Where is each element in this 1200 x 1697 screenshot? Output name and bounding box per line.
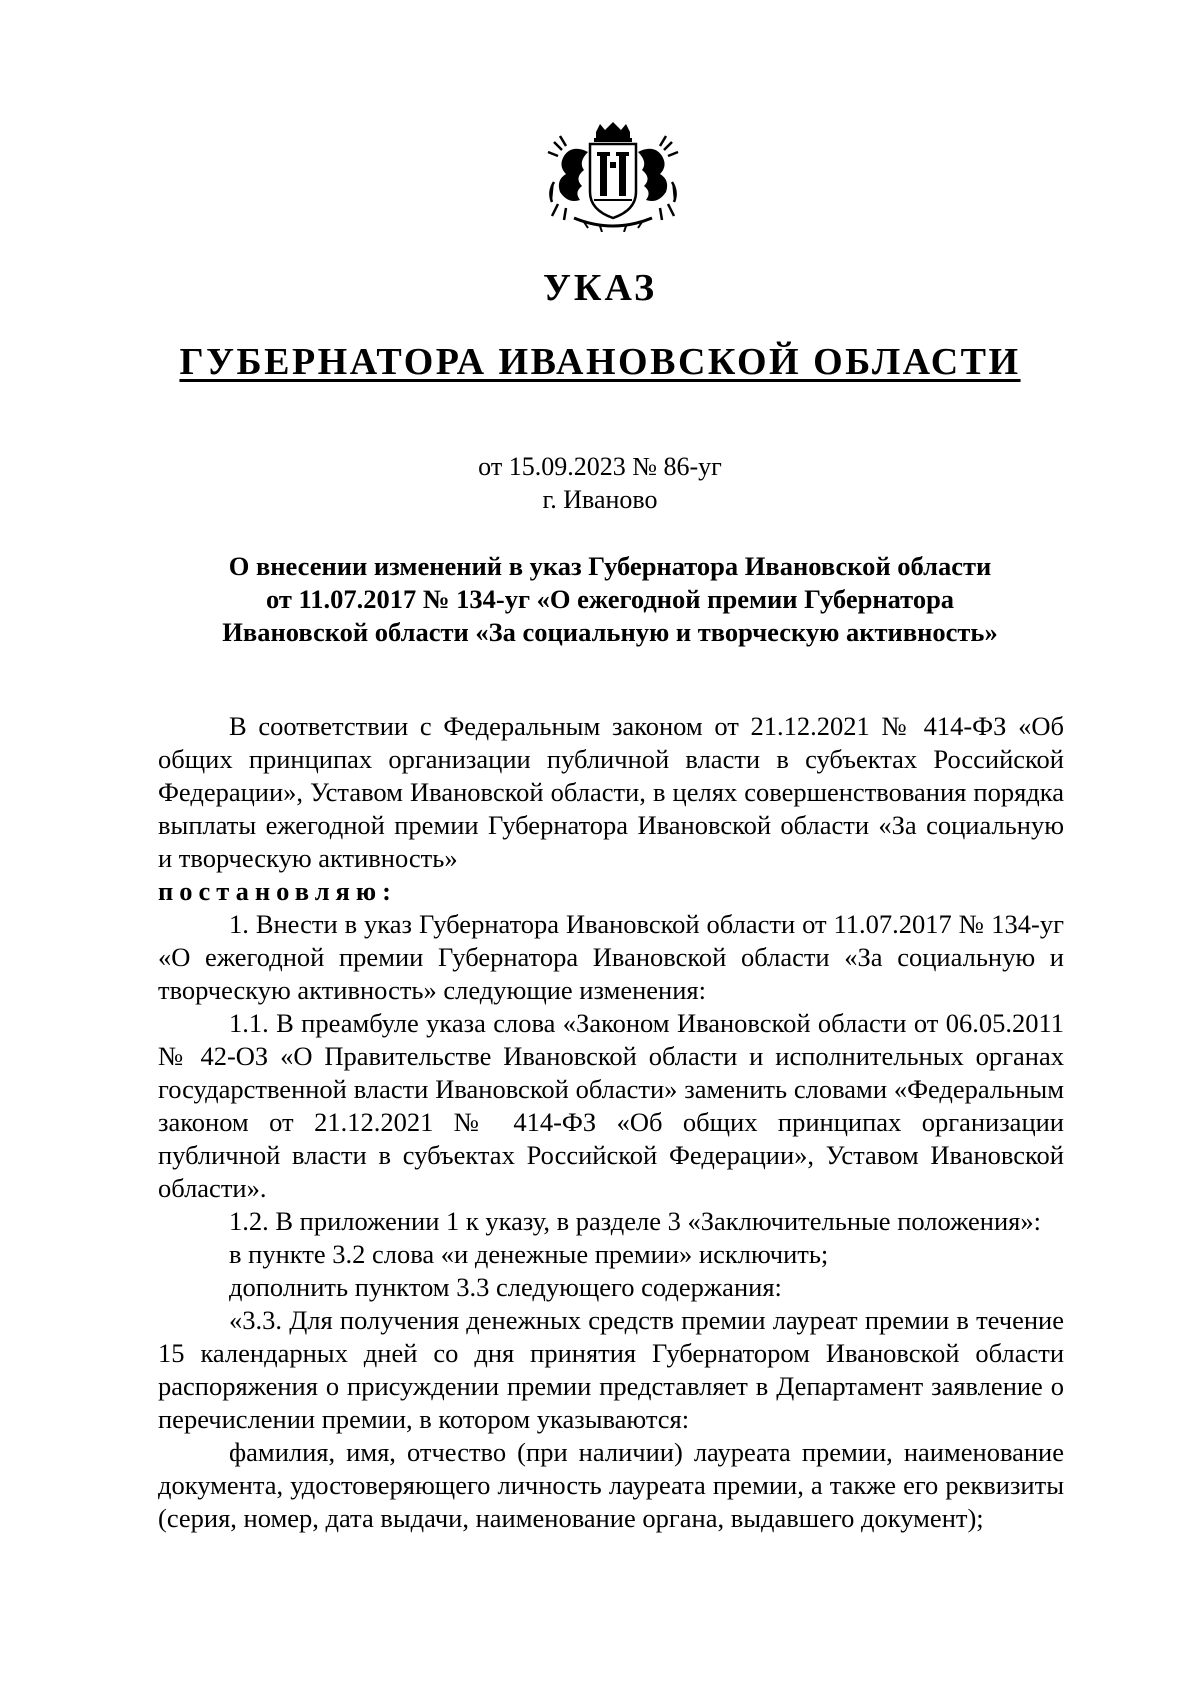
paragraph-1-2: 1.2. В приложении 1 к указу, в разделе 3 «Заключительные положения»: [229,1206,1041,1236]
decree-word: постановляю: [158,876,397,906]
paragraph-3-3: «3.3. Для получения денежных средств премии лауреат премии в течение 15 календарных дней со дня принятия Губернатором Ивановской области распоряжения о присуждении премии представляет в Департамент заявление о перечислении премии, в котором указываются: [158,1305,1064,1434]
paragraph-3-3-a: фамилия, имя, отчество (при наличии) лауреата премии, наименование документа, удостоверяющего личность лауреата премии, а также его реквизиты (серия, номер, дата выдачи, наименование органа, выдавшего документ); [158,1437,1064,1533]
issuer-title-text: ГУБЕРНАТОРА ИВАНОВСКОЙ ОБЛАСТИ [179,341,1021,383]
issuer-title [0,340,1200,384]
document-type-title: УКАЗ [543,267,657,309]
paragraph-1: 1. Внести в указ Губернатора Ивановской области от 11.07.2017 № 134-уг «О ежегодной премии Губернатора Ивановской области «За социальную и творческую активность» следующие изменения: [158,909,1064,1005]
paragraph-1-1: 1.1. В преамбуле указа слова «Законом Ивановской области от 06.05.2011 № 42-ОЗ «О Правительстве Ивановской области и исполнительных органах государственной власти Ивановской области» заменить словами «Федеральным законом от 21.12.2021 № 414-ФЗ «Об общих принципах организации публичной власти в субъектах Российской Федерации», Уставом Ивановской области». [158,1008,1064,1203]
coat-of-arms-emblem [544,122,682,232]
document-heading [150,550,1070,649]
document-body [158,710,1064,1535]
heading-line: О внесении изменений в указ Губернатора Ивановской области [228,551,992,581]
heading-line: Ивановской области «За социальную и творческую активность» [222,617,998,647]
preamble-paragraph: В соответствии с Федеральным законом от 21.12.2021 № 414-ФЗ «Об общих принципах организации публичной власти в субъектах Российской Федерации», Уставом Ивановской области, в целях совершенствования порядка выплаты ежегодной премии Губернатора Ивановской области «За социальную и творческую активность» [158,711,1064,873]
city: г. Иваново [542,485,658,514]
paragraph-1-2-a: в пункте 3.2 слова «и денежные премии» исключить; [229,1239,829,1269]
paragraph-1-2-b: дополнить пунктом 3.3 следующего содержания: [229,1272,782,1302]
heading-line: от 11.07.2017 № 134-уг «О ежегодной премии Губернатора [265,584,955,614]
date-number: от 15.09.2023 № 86-уг [478,452,722,481]
